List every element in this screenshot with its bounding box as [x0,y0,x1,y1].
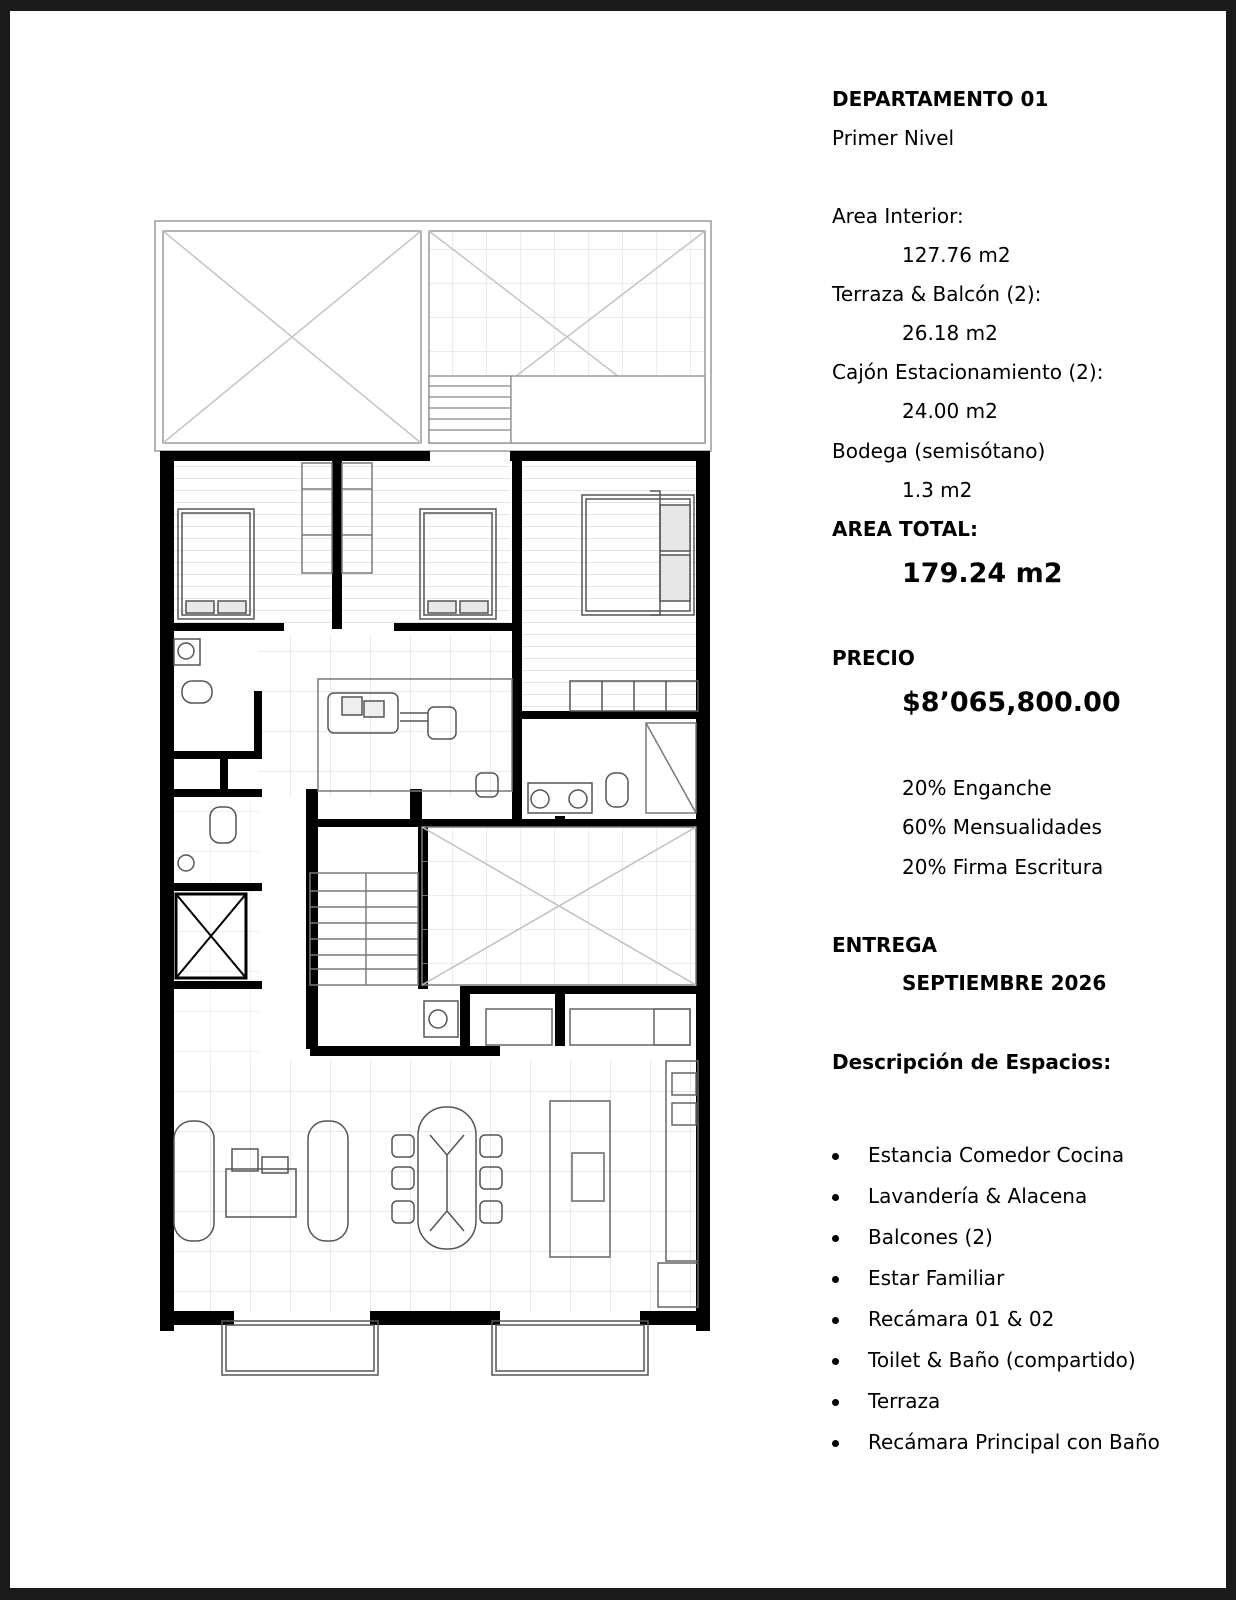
parking-area-value: 24.00 m2 [902,399,998,423]
balconies [222,1321,648,1375]
bullet-icon [832,1399,839,1406]
spaces-title: Descripción de Espacios: [832,1050,1112,1074]
delivery-label: ENTREGA [832,933,937,957]
unit-name: DEPARTAMENTO 01 [832,87,1049,111]
interior-area-value: 127.76 m2 [902,243,1011,267]
bullet-icon [832,1276,839,1283]
bullet-icon [832,1153,839,1160]
bullet-icon [832,1358,839,1365]
payment-term: 20% Firma Escritura [902,855,1104,879]
terrace-area [155,221,711,451]
page-sheet: DEPARTAMENTO 01 Primer Nivel Area Interior: 127.76 m2 Terraza & Balcón (2): 26.18 m2 Cajón Estacionamiento (2): 24.00 m2 Bodega (semisótano) 1.3 m2 AREA TOTAL: 179.24 m2 PRECIO $8’065,800.00 20% Enganche 60% Mensualidades 20% Firma Escritura ENTREGA SEPTIEMBRE 2026 Descripción de Espacios: Estancia Comedor Cocina Lavandería & Alacena Balcones (2) Estar Familiar Recámara 01 & 02 Toilet & Baño (compartido) Terraza Recámara Principal con Baño [10,11,1226,1588]
storage-area-value: 1.3 m2 [902,478,973,502]
payment-term: 60% Mensualidades [902,815,1102,839]
parking-area-label: Cajón Estacionamiento (2): [832,360,1104,384]
payment-term: 20% Enganche [902,776,1052,800]
bullet-icon [832,1440,839,1447]
delivery-date: SEPTIEMBRE 2026 [902,971,1107,995]
floor-plan [10,11,810,1588]
price-label: PRECIO [832,646,915,670]
storage-area-label: Bodega (semisótano) [832,439,1046,463]
interior-area-label: Area Interior: [832,204,964,228]
price-value: $8’065,800.00 [902,687,1121,718]
bullet-icon [832,1317,839,1324]
bullet-icon [832,1235,839,1242]
unit-level: Primer Nivel [832,126,955,150]
total-area-value: 179.24 m2 [902,558,1063,589]
bullet-icon [832,1194,839,1201]
terrace-area-value: 26.18 m2 [902,321,998,345]
terrace-area-label: Terraza & Balcón (2): [832,282,1042,306]
total-area-label: AREA TOTAL: [832,517,978,541]
